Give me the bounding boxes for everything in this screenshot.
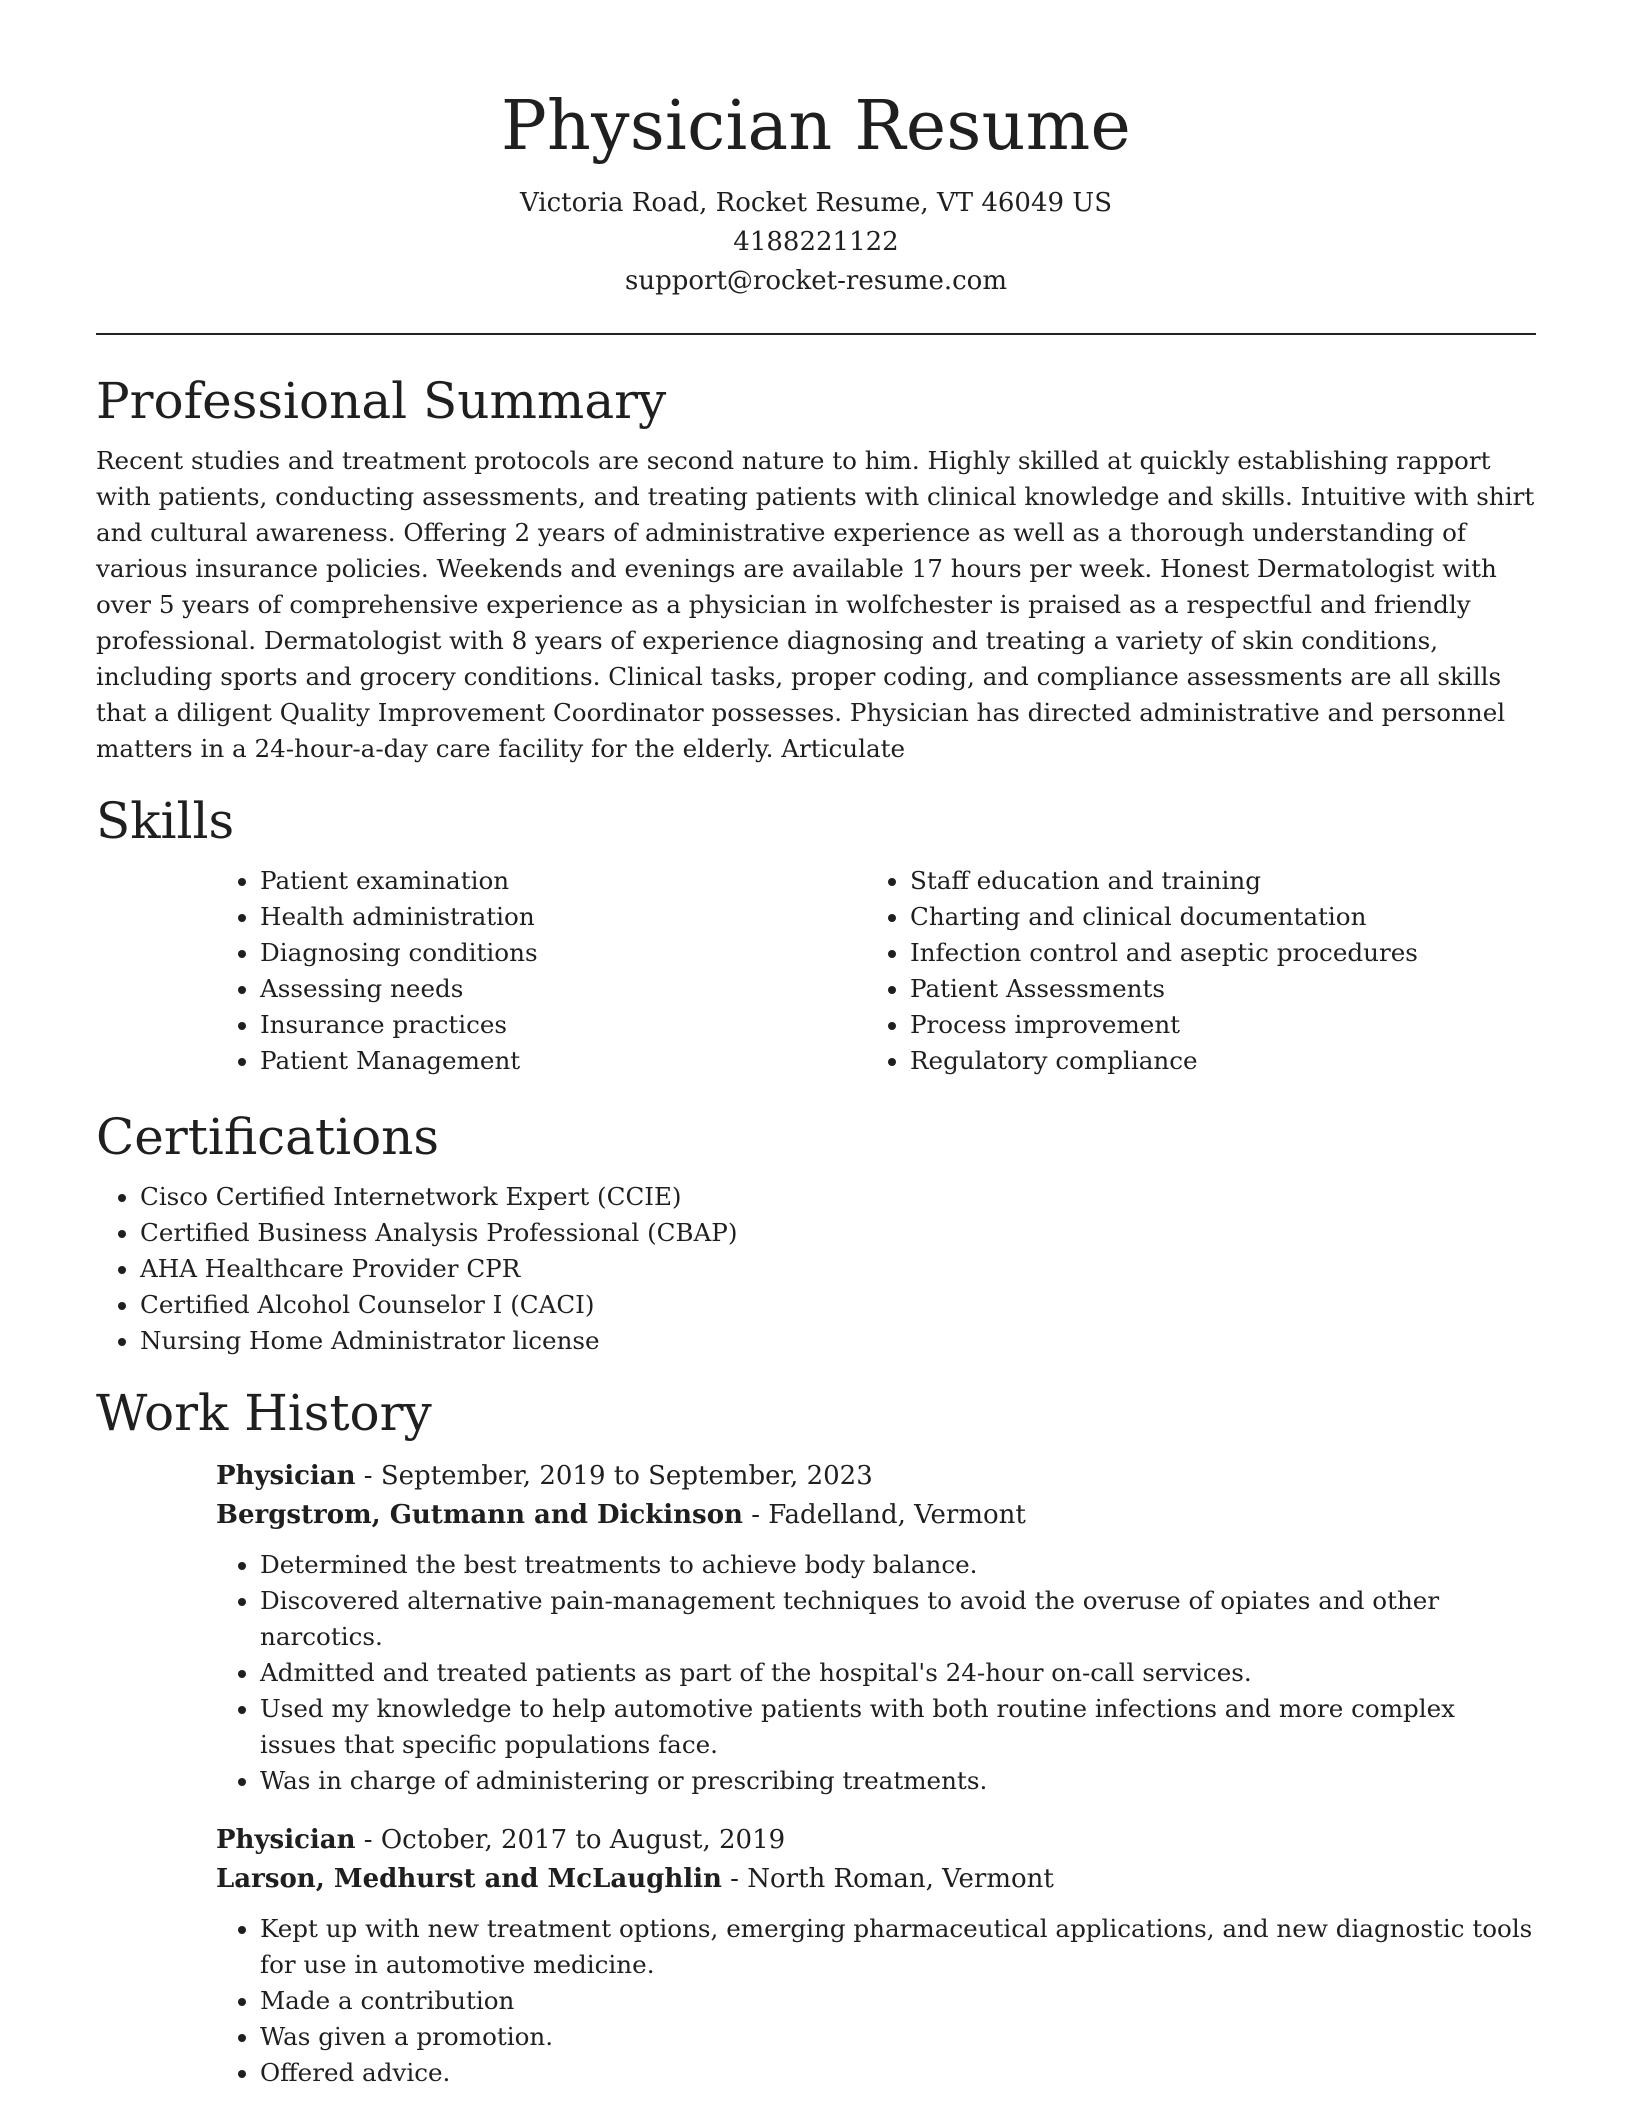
skills-list-left	[216, 863, 866, 1079]
resume-header	[96, 0, 1536, 301]
work-history-section	[96, 1381, 1536, 2091]
job-entry	[216, 1821, 1536, 2091]
job-bullet: • Determined the best treatments to achieve body balance.	[260, 1547, 1536, 1583]
job-bullets	[216, 1911, 1536, 2091]
skill-item: • Assessing needs	[260, 971, 866, 1007]
job-company-line	[216, 1860, 1536, 1899]
resume-page	[96, 0, 1536, 2091]
summary-heading: Professional Summary	[96, 372, 667, 430]
certifications-list	[96, 1179, 1536, 1359]
skills-section	[96, 789, 1536, 1079]
job-bullet: • Was given a promotion.	[260, 2019, 1536, 2055]
job-title-line	[216, 1457, 1536, 1496]
job-company: Bergstrom, Gutmann and Dickinson	[216, 1500, 743, 1530]
job-bullet: • Used my knowledge to help automotive patients with both routine infections and more complex issues that specific populations face.	[260, 1691, 1536, 1763]
job-bullet: • Was in charge of administering or prescribing treatments.	[260, 1763, 1536, 1799]
job-entry	[216, 1457, 1536, 1799]
job-bullet: • Discovered alternative pain-management techniques to avoid the overuse of opiates and other narcotics.	[260, 1583, 1536, 1655]
skill-item: • Charting and clinical documentation	[910, 899, 1516, 935]
job-title-line	[216, 1821, 1536, 1860]
job-title: Physician	[216, 1461, 356, 1491]
job-bullets	[216, 1547, 1536, 1799]
certifications-heading: Certifications	[96, 1108, 440, 1166]
skill-item: • Patient Management	[260, 1043, 866, 1079]
job-location: - Fadelland, Vermont	[742, 1500, 1026, 1530]
skill-item: • Insurance practices	[260, 1007, 866, 1043]
contact-email: support@rocket-resume.com	[624, 266, 1007, 296]
contact-address: Victoria Road, Rocket Resume, VT 46049 US	[519, 188, 1113, 218]
work-history-heading: Work History	[96, 1384, 432, 1442]
job-bullet: • Offered advice.	[260, 2055, 1536, 2091]
job-bullet: • Kept up with new treatment options, emerging pharmaceutical applications, and new diagnostic tools for use in automotive medicine.	[260, 1911, 1536, 1983]
certifications-section	[96, 1105, 1536, 1359]
job-dates: - September, 2019 to September, 2023	[355, 1461, 873, 1491]
contact-block	[96, 184, 1536, 301]
skill-item: • Patient examination	[260, 863, 866, 899]
skill-item: • Regulatory compliance	[910, 1043, 1516, 1079]
job-bullet: • Admitted and treated patients as part of the hospital's 24-hour on-call services.	[260, 1655, 1536, 1691]
certification-item: • Certified Business Analysis Professional (CBAP)	[140, 1215, 1536, 1251]
contact-phone: 4188221122	[733, 227, 899, 257]
job-bullet: • Made a contribution	[260, 1983, 1536, 2019]
resume-title: Physician Resume	[500, 87, 1132, 166]
skill-item: • Patient Assessments	[910, 971, 1516, 1007]
skill-item: • Process improvement	[910, 1007, 1516, 1043]
summary-section	[96, 369, 1536, 767]
certification-item: • Nursing Home Administrator license	[140, 1323, 1536, 1359]
job-location: - North Roman, Vermont	[721, 1864, 1054, 1894]
skill-item: • Diagnosing conditions	[260, 935, 866, 971]
summary-text: Recent studies and treatment protocols are second nature to him. Highly skilled at quickly establishing rapport with patients, conducting assessments, and treating patients with clinical knowledge and skills. Intuitive with shirt and cultural awareness. Offering 2 years of administrative experience as well as a thorough understanding of various insurance policies. Weekends and evenings are available 17 hours per week. Honest Dermatologist with over 5 years of comprehensive experience as a physician in wolfchester is praised as a respectful and friendly professional. Dermatologist with 8 years of experience diagnosing and treating a variety of skin conditions, including sports and grocery conditions. Clinical tasks, proper coding, and compliance assessments are all skills that a diligent Quality Improvement Coordinator possesses. Physician has directed administrative and personnel matters in a 24-hour-a-day care facility for the elderly. Articulate	[96, 446, 1535, 763]
job-title: Physician	[216, 1825, 356, 1855]
skills-columns	[216, 863, 1536, 1079]
skills-heading: Skills	[96, 792, 235, 850]
job-dates: - October, 2017 to August, 2019	[355, 1825, 786, 1855]
skill-item: • Staff education and training	[910, 863, 1516, 899]
header-divider	[96, 333, 1536, 335]
skill-item: • Infection control and aseptic procedures	[910, 935, 1516, 971]
certification-item: • Certified Alcohol Counselor I (CACI)	[140, 1287, 1536, 1323]
job-company-line	[216, 1496, 1536, 1535]
certification-item: • Cisco Certified Internetwork Expert (CCIE)	[140, 1179, 1536, 1215]
skills-list-right	[866, 863, 1516, 1079]
skill-item: • Health administration	[260, 899, 866, 935]
certification-item: • AHA Healthcare Provider CPR	[140, 1251, 1536, 1287]
job-company: Larson, Medhurst and McLaughlin	[216, 1864, 722, 1894]
